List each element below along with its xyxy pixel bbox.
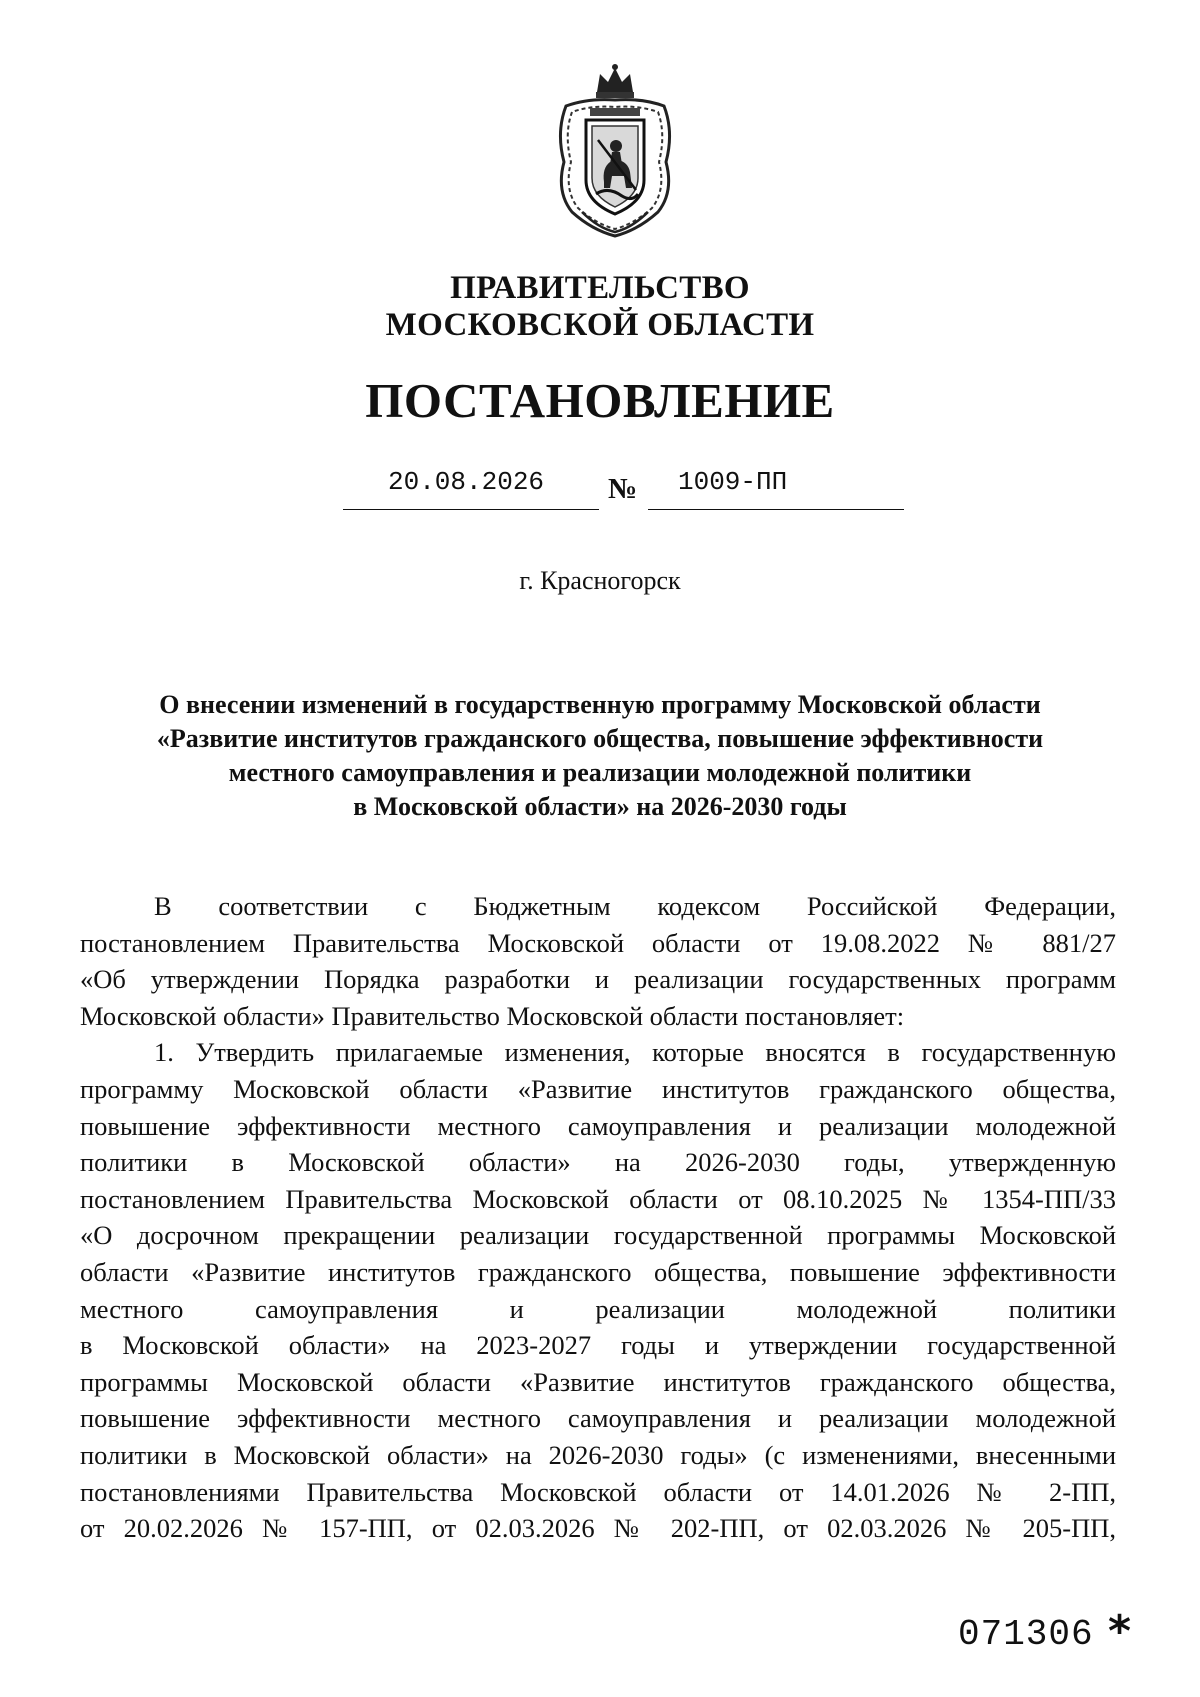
registration-number-field — [648, 463, 904, 510]
body-line: «Об утверждении Порядка разработки и реализации государственных программ — [80, 964, 1116, 995]
body-line: политики в Московской области» на 2026-2030 годы, утвержденную — [80, 1147, 1116, 1178]
form-serial-number: 071306 — [958, 1614, 1094, 1655]
body-line: постановлением Правительства Московской области от 19.08.2022 № 881/27 — [80, 927, 1116, 958]
body-line: от 20.02.2026 № 157-ПП, от 02.03.2026 № 202-ПП, от 02.03.2026 № 205-ПП, — [80, 1513, 1116, 1544]
body-line: повышение эффективности местного самоуправления и реализации молодежной — [80, 1110, 1116, 1141]
body-line: области «Развитие институтов гражданского общества, повышение эффективности — [80, 1256, 1116, 1287]
body-line: 1. Утвердить прилагаемые изменения, которые вносятся в государственную — [154, 1037, 1116, 1068]
document-body — [80, 888, 1116, 1547]
body-line: программу Московской области «Развитие институтов гражданского общества, — [80, 1073, 1116, 1104]
organization-name-line2: МОСКОВСКОЙ ОБЛАСТИ — [385, 307, 815, 343]
title-line: О внесении изменений в государственную программу Московской области — [159, 690, 1041, 719]
body-line: повышение эффективности местного самоуправления и реализации молодежной — [80, 1403, 1116, 1434]
title-line: «Развитие институтов гражданского общества, повышение эффективности — [156, 724, 1044, 753]
body-line: В соответствии с Бюджетным кодексом Российской Федерации, — [154, 891, 1116, 921]
body-line: в Московской области» на 2023-2027 годы и утверждении государственной — [80, 1330, 1116, 1361]
body-line: программы Московской области «Развитие институтов гражданского общества, — [80, 1366, 1116, 1397]
number-sign: № — [608, 473, 638, 505]
serial-mark: * — [1108, 1606, 1132, 1657]
city-of-issue: г. Красногорск — [519, 566, 681, 595]
title-line: в Московской области» на 2026-2030 годы — [353, 792, 847, 821]
body-line: постановлениями Правительства Московской области от 14.01.2026 № 2-ПП, — [80, 1476, 1116, 1507]
body-line: «О досрочном прекращении реализации государственной программы Московской — [80, 1220, 1116, 1251]
document-title — [60, 688, 1140, 824]
body-line: политики в Московской области» на 2026-2030 годы» (с изменениями, внесенными — [80, 1439, 1116, 1470]
document-type: ПОСТАНОВЛЕНИЕ — [365, 373, 835, 428]
registration-number: 1009-ПП — [678, 467, 788, 497]
organization-name-line1: ПРАВИТЕЛЬСТВО — [450, 270, 750, 306]
body-line: Московской области» Правительство Московской области постановляет: — [80, 1000, 905, 1031]
body-line: местного самоуправления и реализации молодежной политики — [80, 1293, 1116, 1324]
registration-date-field — [343, 463, 599, 510]
title-line: местного самоуправления и реализации молодежной политики — [228, 758, 972, 787]
body-line: постановлением Правительства Московской области от 08.10.2025 № 1354-ПП/33 — [80, 1183, 1116, 1214]
coat-of-arms-icon — [552, 62, 678, 238]
registration-date: 20.08.2026 — [388, 467, 545, 497]
